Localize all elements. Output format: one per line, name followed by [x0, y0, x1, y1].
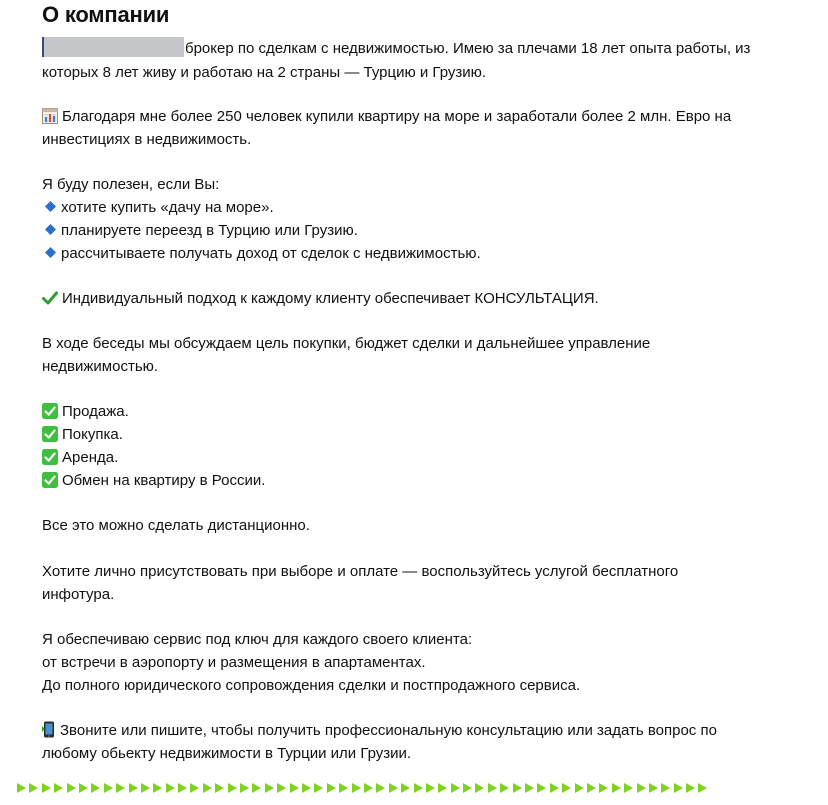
arrow-icon [178, 783, 187, 793]
turnkey-line-1: Я обеспечиваю сервис под ключ для каждого своего клиента: [42, 631, 473, 648]
arrow-icon [376, 783, 385, 793]
arrow-icon [513, 783, 522, 793]
list-item: планируете переезд в Турцию или Грузию. [42, 219, 358, 242]
arrow-icon [314, 783, 323, 793]
achievement-line-1: Благодаря мне более 250 человек купили квартиру на море и заработали более 2 млн. Евро на [42, 105, 731, 128]
arrow-icon [463, 783, 472, 793]
tour-line-1: Хотите лично присутствовать при выборе и оплате — воспользуйтесь услугой бесплатного [42, 563, 679, 580]
turnkey-line-2: от встречи в аэропорту и размещения в апартаментах. [42, 654, 426, 671]
arrow-icon [166, 783, 175, 793]
chart-icon [42, 108, 58, 124]
arrow-icon [352, 783, 361, 793]
service-item: Продажа. [42, 400, 129, 423]
arrow-icon [599, 783, 608, 793]
tour-line-2: инфотура. [42, 586, 115, 603]
arrow-icon [104, 783, 113, 793]
arrow-icon [252, 783, 261, 793]
arrow-icon [661, 783, 670, 793]
arrow-icon [290, 783, 299, 793]
arrow-icon [674, 783, 683, 793]
arrow-divider-icon [17, 781, 717, 795]
arrow-icon [624, 783, 633, 793]
arrow-icon [153, 783, 162, 793]
arrow-icon [637, 783, 646, 793]
arrow-icon [141, 783, 150, 793]
arrow-icon [500, 783, 509, 793]
list-item: рассчитываете получать доход от сделок с недвижимостью. [42, 242, 481, 265]
arrow-icon [42, 783, 51, 793]
achievement-line-2: инвестициях в недвижимость. [42, 131, 252, 148]
arrow-icon [129, 783, 138, 793]
arrow-icon [698, 783, 707, 793]
arrow-icon [525, 783, 534, 793]
contact-line-1: Звоните или пишите, чтобы получить профессиональную консультацию или задать вопрос по [42, 719, 717, 742]
discussion-line-2: недвижимостью. [42, 358, 159, 375]
arrow-icon [116, 783, 125, 793]
redacted-name [42, 37, 184, 57]
turnkey-line-3: До полного юридического сопровождения сделки и постпродажного сервиса. [42, 677, 581, 694]
check-mark-icon [42, 290, 58, 306]
arrow-icon [537, 783, 546, 793]
arrow-icon [79, 783, 88, 793]
arrow-icon [91, 783, 100, 793]
arrow-icon [550, 783, 559, 793]
arrow-icon [575, 783, 584, 793]
service-item: Обмен на квартиру в России. [42, 469, 265, 492]
arrow-icon [29, 783, 38, 793]
useful-heading: Я буду полезен, если Вы: [42, 176, 220, 193]
check-box-icon [42, 449, 58, 465]
phone-icon [42, 721, 56, 738]
intro-line-1: брокер по сделкам с недвижимостью. Имею за плечами 18 лет опыта работы, из [42, 37, 750, 60]
arrow-icon [240, 783, 249, 793]
arrow-icon [414, 783, 423, 793]
arrow-icon [203, 783, 212, 793]
arrow-icon [215, 783, 224, 793]
arrow-icon [265, 783, 274, 793]
arrow-icon [587, 783, 596, 793]
arrow-icon [426, 783, 435, 793]
intro-line-2: которых 8 лет живу и работаю на 2 страны — Турцию и Грузию. [42, 64, 487, 81]
arrow-icon [488, 783, 497, 793]
check-box-icon [42, 426, 58, 442]
arrow-icon [438, 783, 447, 793]
approach-line: Индивидуальный подход к каждому клиенту обеспечивает КОНСУЛЬТАЦИЯ. [42, 287, 599, 310]
arrow-icon [389, 783, 398, 793]
arrow-icon [54, 783, 63, 793]
arrow-icon [686, 783, 695, 793]
arrow-icon [339, 783, 348, 793]
discussion-line-1: В ходе беседы мы обсуждаем цель покупки, бюджет сделки и дальнейшее управление [42, 335, 651, 352]
arrow-icon [228, 783, 237, 793]
arrow-icon [190, 783, 199, 793]
arrow-icon [364, 783, 373, 793]
arrow-icon [67, 783, 76, 793]
page-title: О компании [42, 2, 170, 27]
arrow-icon [612, 783, 621, 793]
check-box-icon [42, 403, 58, 419]
check-box-icon [42, 472, 58, 488]
list-item: хотите купить «дачу на море». [42, 196, 274, 219]
diamond-icon [45, 247, 56, 258]
arrow-icon [302, 783, 311, 793]
service-item: Аренда. [42, 446, 118, 469]
diamond-icon [45, 201, 56, 212]
arrow-icon [401, 783, 410, 793]
arrow-icon [327, 783, 336, 793]
arrow-icon [17, 783, 26, 793]
arrow-icon [649, 783, 658, 793]
remote-line: Все это можно сделать дистанционно. [42, 517, 310, 534]
arrow-icon [451, 783, 460, 793]
arrow-icon [277, 783, 286, 793]
diamond-icon [45, 224, 56, 235]
service-item: Покупка. [42, 423, 123, 446]
contact-line-2: любому обьекту недвижимости в Турции или Грузии. [42, 745, 412, 762]
arrow-icon [475, 783, 484, 793]
arrow-icon [562, 783, 571, 793]
